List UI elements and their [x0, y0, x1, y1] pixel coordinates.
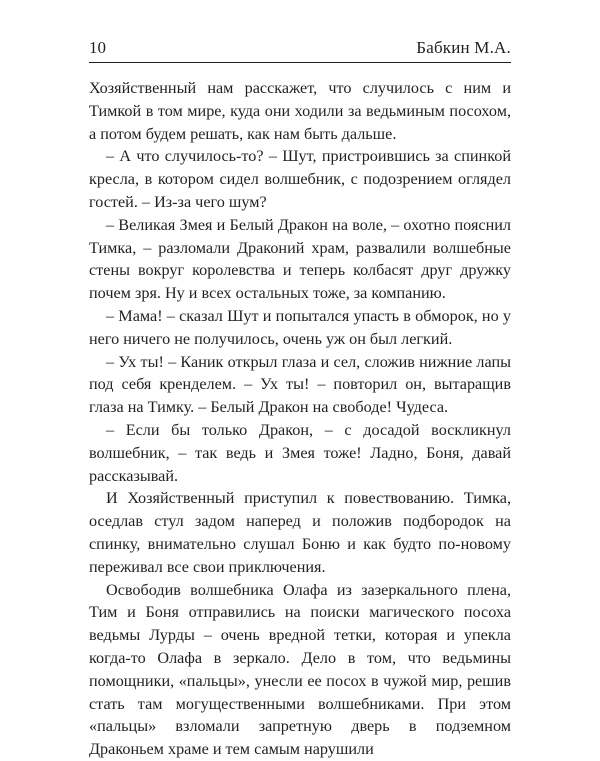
author-name: Бабкин М.А. — [416, 38, 511, 57]
body-text — [89, 77, 511, 761]
header-rule — [89, 62, 511, 63]
paragraph: Хозяйственный нам расскажет, что случилось с ним и Тимкой в том мире, куда они ходили за ведьминым посохом, а потом будем решать, как нам быть дальше. — [89, 79, 511, 143]
paragraph: – Ух ты! – Каник открыл глаза и сел, сложив нижние лапы под себя кренделем. – Ух ты! – повторил он, вытаращив глаза на Тимку. – Белый Дракон на свободе! Чудеса. — [89, 352, 511, 417]
paragraph: И Хозяйственный приступил к повествованию. Тимка, оседлав стул задом наперед и положив подбородок на спинку, внимательно слушал Боню и как будто по-новому переживал все свои приключения. — [89, 489, 511, 576]
page-number: 10 — [89, 38, 106, 57]
paragraph: – Если бы только Дракон, – с досадой воскликнул волшебник, – так ведь и Змея тоже! Ладно, Боня, давай рассказывай. — [89, 420, 511, 485]
paragraph: Освободив волшебника Олафа из зазеркального плена, Тим и Боня отправились на поиски магического посоха ведьмы Лурды – очень вредной тетки, которая и упекла когда-то Олафа в зеркало. Дело в том, что ведьмины помощники, «пальцы», унесли ее посох в чужой мир, решив стать там могущественными волшебниками. При этом «пальцы» взломали запретную дверь в подземном Драконьем храме и тем самым нарушили — [89, 580, 511, 759]
paragraph: – Великая Змея и Белый Дракон на воле, – охотно пояснил Тимка, – разломали Драконий храм, развалили волшебные стены вокруг королевства и теперь колбасят друг дружку почем зря. Ну и всех остальных тоже, за компанию. — [89, 215, 511, 303]
paragraph: – А что случилось-то? – Шут, пристроившись за спинкой кресла, в котором сидел волшебник, с подозрением оглядел гостей. – Из-за чего шум? — [89, 147, 511, 211]
running-header — [89, 38, 511, 62]
paragraph: – Мама! – сказал Шут и попытался упасть в обморок, но у него ничего не получилось, очень уж он был легкий. — [89, 306, 511, 348]
